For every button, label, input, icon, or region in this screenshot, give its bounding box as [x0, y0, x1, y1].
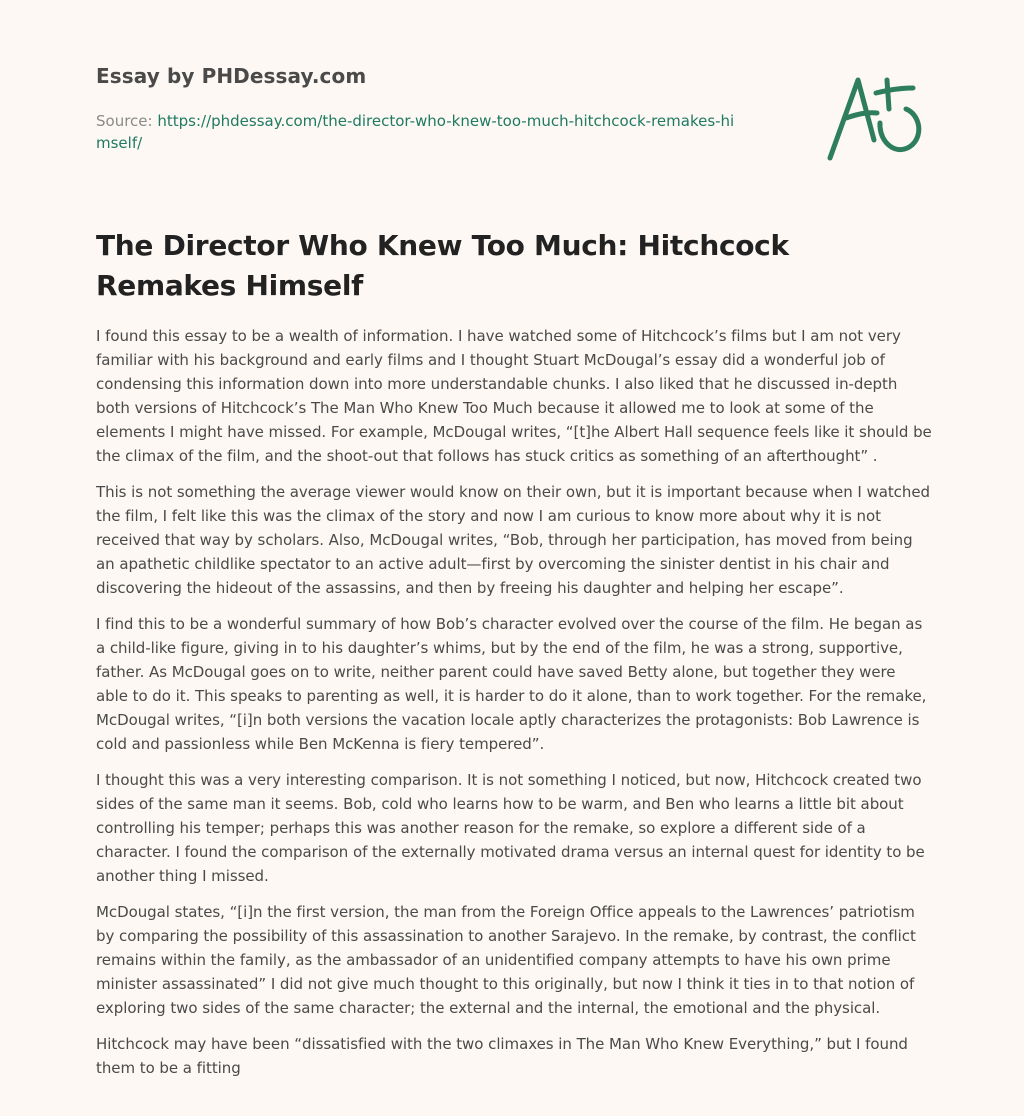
site-title: Essay by PHDessay.com — [96, 64, 367, 88]
source-line — [96, 110, 736, 154]
source-link[interactable]: https://phdessay.com/the-director-who-knew-too-much-hitchcock-remakes-himself/ — [96, 112, 735, 152]
article-body — [96, 324, 932, 1092]
article-title: The Director Who Knew Too Much: Hitchcock Remakes Himself — [96, 229, 789, 302]
article-paragraph: McDougal states, “[i]n the first version, the man from the Foreign Office appeals to the Lawrences’ patriotism by comparing the possibility of this assassination to another Sarajevo. In the remake, by contrast, the conflict remains within the family, as the ambassador of an unidentified company attempts to have his own prime minister assassinated” I did not give much thought to this originally, but now I think it ties in to that notion of exploring two sides of the same character; the external and the internal, the emotional and the physical. — [96, 903, 916, 1017]
article-paragraph: I thought this was a very interesting comparison. It is not something I noticed, but now, Hitchcock created two sides of the same man it seems. Bob, cold who learns how to be warm, and Ben who learns a little bit about controlling his temper; perhaps this was another reason for the remake, so explore a different side of a character. I found the comparison of the externally motivated drama versus an internal quest for identity to be another thing I missed. — [96, 771, 925, 885]
source-label: Source: — [96, 112, 153, 130]
article-paragraph: This is not something the average viewer would know on their own, but it is important because when I watched the film, I felt like this was the climax of the story and now I am curious to know more about why it is not received that way by scholars. Also, McDougal writes, “Bob, through her participation, has moved from being an apathetic childlike spectator to an active adult—first by overcoming the sinister dentist in his chair and discovering the hideout of the assassins, and then by freeing his daughter and helping her escape”. — [96, 483, 930, 597]
article-paragraph: Hitchcock may have been “dissatisfied with the two climaxes in The Man Who Knew Everything,” but I found them to be a fitting — [96, 1035, 908, 1077]
article-paragraph: I found this essay to be a wealth of information. I have watched some of Hitchcock’s films but I am not very familiar with his background and early films and I thought Stuart McDougal’s essay did a wonderful job of condensing this information down into more understandable chunks. I also liked that he discussed in-depth both versions of Hitchcock’s The Man Who Knew Too Much because it allowed me to look at some of the elements I might have missed. For example, McDougal writes, “[t]he Albert Hall sequence feels like it should be the climax of the film, and the shoot-out that follows has stuck critics as something of an afterthought” . — [96, 327, 932, 465]
article-paragraph: I find this to be a wonderful summary of how Bob’s character evolved over the course of the film. He began as a child-like figure, giving in to his daughter’s whims, but by the end of the film, he was a strong, supportive, father. As McDougal goes on to write, neither parent could have saved Betty alone, but together they were able to do it. This speaks to parenting as well, it is harder to do it alone, than to work together. For the remake, McDougal writes, “[i]n both versions the vacation locale aptly characterizes the protagonists: Bob Lawrence is cold and passionless while Ben McKenna is fiery tempered”. — [96, 615, 927, 753]
a-plus-logo-icon — [820, 66, 930, 166]
